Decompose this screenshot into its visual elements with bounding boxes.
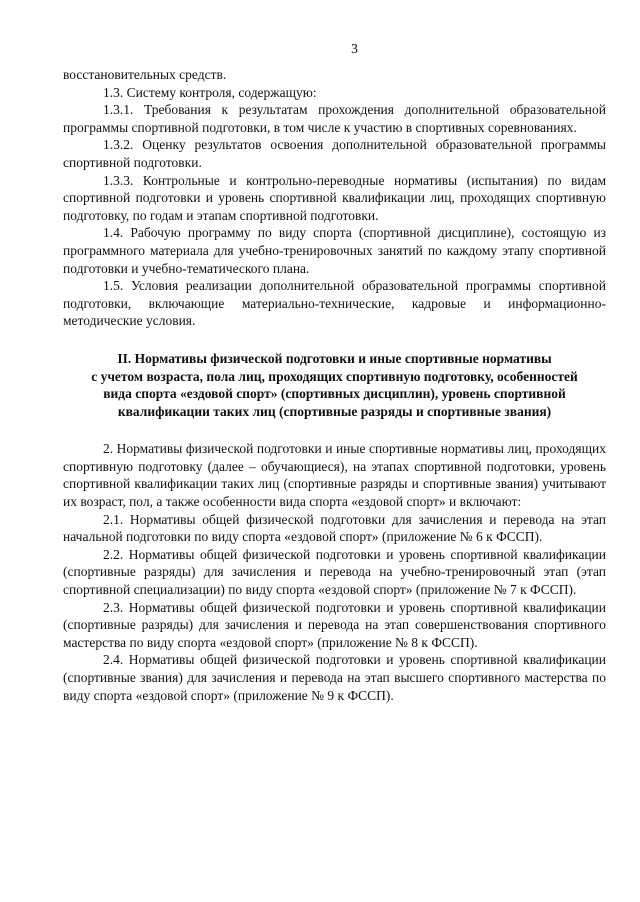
paragraph: 1.4. Рабочую программу по виду спорта (спортивной дисциплине), состоящую из программного материала для учебно-тренировочных занятий по каждому этапу спортивной подготовки и учебно-тематического плана.	[63, 225, 606, 276]
heading-line: вида спорта «ездовой спорт» (спортивных дисциплин), уровень спортивной	[103, 386, 566, 402]
paragraph: 2.1. Нормативы общей физической подготовки для зачисления и перевода на этап начальной подготовки по виду спорта «ездовой спорт» (приложение № 6 к ФССП).	[63, 511, 606, 545]
heading-line: квалификации таких лиц (спортивные разряды и спортивные звания)	[117, 403, 552, 419]
heading-line: с учетом возраста, пола лиц, проходящих спортивную подготовку, особенностей	[91, 368, 578, 384]
paragraph: 2.2. Нормативы общей физической подготовки и уровень спортивной квалификации (спортивные разряды) для зачисления и перевода на учебно-тренировочный этап (этап спортивной специализации) по виду спорта «ездовой спорт» (приложение № 7 к ФССП).	[63, 546, 606, 598]
page-number: 3	[351, 41, 358, 56]
section-2-body	[63, 440, 606, 704]
paragraph: восстановительных средств.	[63, 67, 227, 82]
paragraph: 1.3.3. Контрольные и контрольно-переводные нормативы (испытания) по видам спортивной подготовки и уровень спортивной квалификации лиц, проходящих спортивную подготовку, по годам и этапам спортивной подготовки.	[63, 172, 606, 223]
heading-line: II. Нормативы физической подготовки и иные спортивные нормативы	[117, 350, 552, 366]
section-2-heading	[63, 350, 606, 420]
paragraph: 2.3. Нормативы общей физической подготовки и уровень спортивной квалификации (спортивные разряды) для зачисления и перевода на этап совершенствования спортивного мастерства по виду спорта «ездовой спорт» (приложение № 8 к ФССП).	[63, 599, 606, 650]
section-1-body	[63, 66, 606, 330]
paragraph: 1.3.1. Требования к результатам прохождения дополнительной образовательной программы спортивной подготовки, в том числе к участию в спортивных соревнованиях.	[63, 102, 606, 135]
paragraph: 2.4. Нормативы общей физической подготовки и уровень спортивной квалификации (спортивные звания) для зачисления и перевода на этап высшего спортивного мастерства по виду спорта «ездовой спорт» (приложение № 9 к ФССП).	[63, 652, 606, 703]
paragraph: 1.3.2. Оценку результатов освоения дополнительной образовательной программы спортивной подготовки.	[63, 137, 606, 170]
paragraph: 1.5. Условия реализации дополнительной образовательной программы спортивной подготовки, включающие материально-технические, кадровые и информационно-методические условия.	[63, 278, 606, 329]
paragraph: 2. Нормативы физической подготовки и иные спортивные нормативы лиц, проходящих спортивную подготовку (далее – обучающиеся), на этапах спортивной подготовки, уровень спортивной квалификации таких лиц (спортивные разряды и спортивные звания) учитывают их возраст, пол, а также особенности вида спорта «ездовой спорт» и включают:	[63, 441, 606, 510]
paragraph: 1.3. Систему контроля, содержащую:	[103, 84, 317, 100]
